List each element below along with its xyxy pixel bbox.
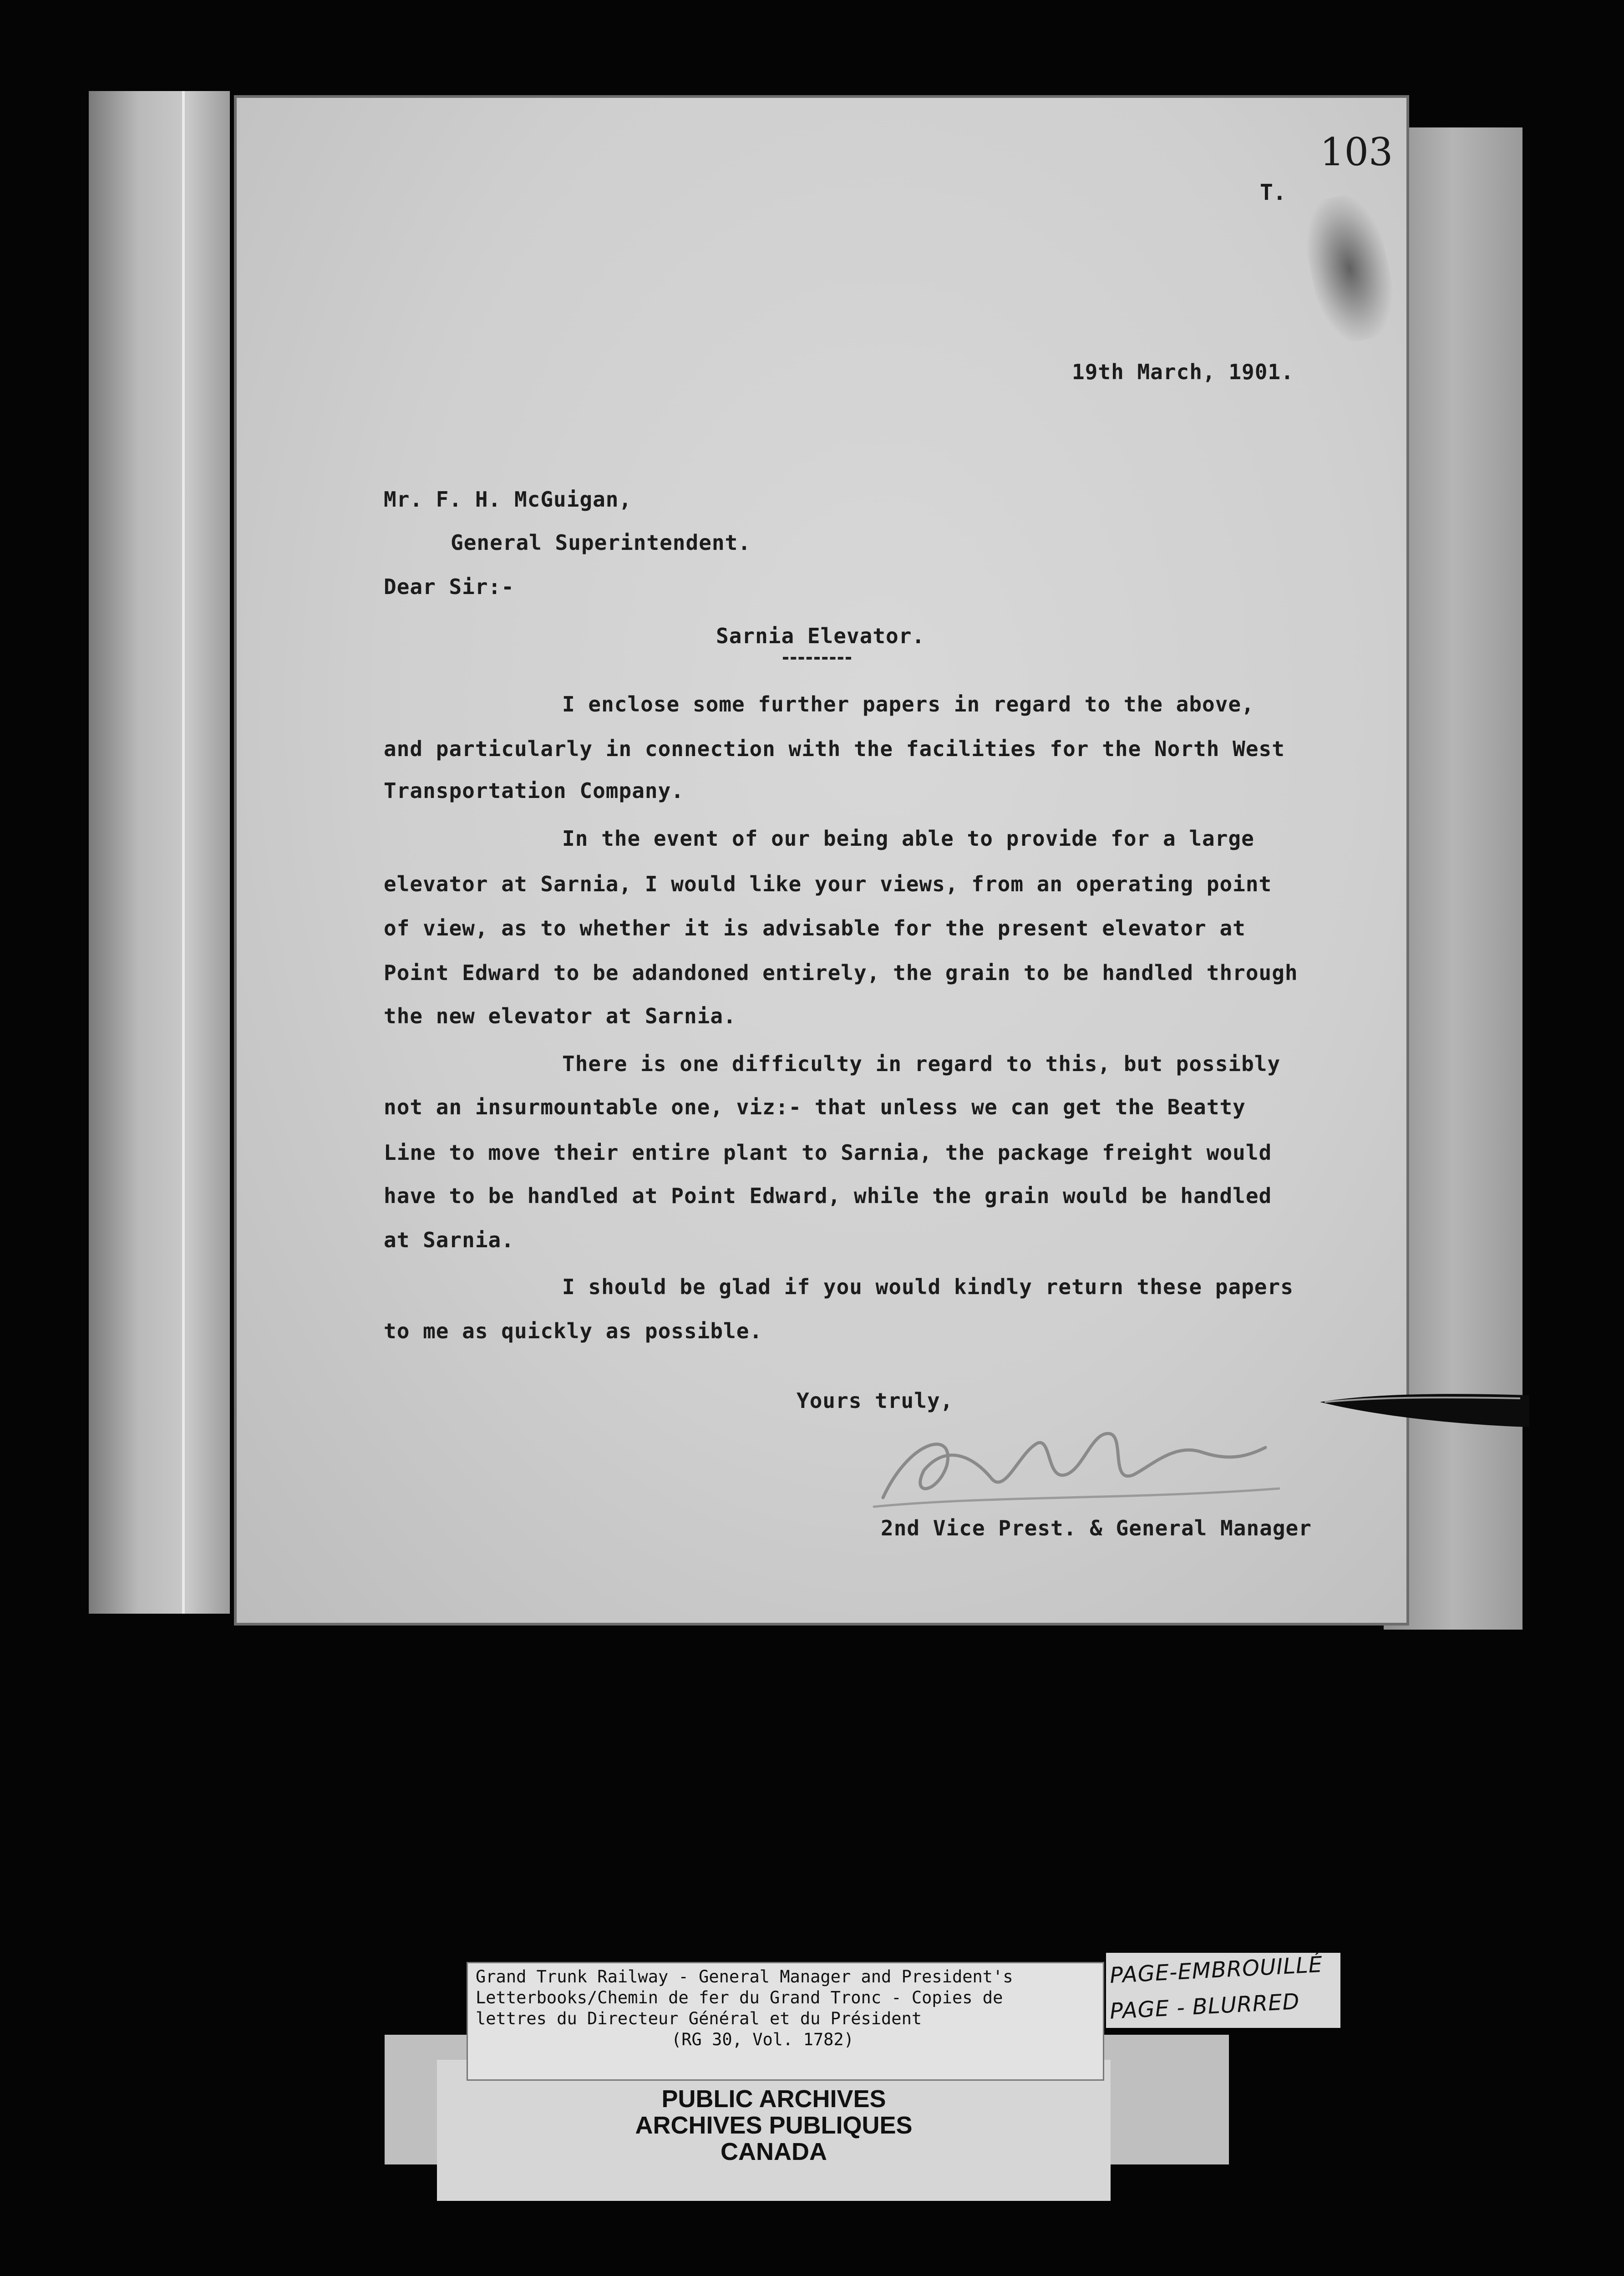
handwritten-signature: [856, 1402, 1293, 1520]
body-line: In the event of our being able to provide for a large: [562, 826, 1254, 851]
caption-line: lettres du Directeur Général et du Président: [476, 2009, 922, 2028]
archive-line: CANADA: [721, 2138, 827, 2165]
body-line: Point Edward to be adandoned entirely, the grain to be handled through: [384, 960, 1298, 985]
body-line: elevator at Sarnia, I would like your views, from an operating point: [384, 872, 1272, 896]
page-fold: [182, 91, 185, 1614]
body-line: have to be handled at Point Edward, while the grain would be handled: [384, 1184, 1272, 1208]
caption-line: Letterbooks/Chemin de fer du Grand Tronc - Copies de: [476, 1988, 1003, 2007]
collection-caption: [476, 1966, 1099, 2050]
body-line: to me as quickly as possible.: [384, 1319, 763, 1343]
corner-mark: T.: [1260, 180, 1286, 205]
letter-subject: Sarnia Elevator.: [716, 624, 925, 648]
body-line: not an insurmountable one, viz:- that unless we can get the Beatty: [384, 1095, 1246, 1119]
body-line: and particularly in connection with the facilities for the North West: [384, 737, 1285, 761]
body-line: I should be glad if you would kindly return these papers: [562, 1275, 1294, 1299]
body-line: at Sarnia.: [384, 1228, 514, 1252]
archive-line: PUBLIC ARCHIVES: [661, 2085, 886, 2113]
body-line: Transportation Company.: [384, 778, 684, 803]
recipient-name: Mr. F. H. McGuigan,: [384, 487, 632, 512]
caption-line: Grand Trunk Railway - General Manager and President's: [476, 1967, 1013, 1986]
caption-line: (RG 30, Vol. 1782): [671, 2030, 854, 2049]
salutation: Dear Sir:-: [384, 574, 514, 599]
handwritten-note: PAGE-EMBROUILLÉ: [1109, 1951, 1324, 1989]
signer-title: 2nd Vice Prest. & General Manager: [881, 1516, 1312, 1540]
left-backing-page: [89, 91, 230, 1614]
body-line: Line to move their entire plant to Sarnia, the package freight would: [384, 1140, 1272, 1165]
body-line: I enclose some further papers in regard to the above,: [562, 692, 1254, 716]
body-line: There is one difficulty in regard to this, but possibly: [562, 1052, 1281, 1076]
pen-tip: [1320, 1384, 1529, 1434]
body-line: of view, as to whether it is advisable for the present elevator at: [384, 916, 1246, 940]
page-number: 103: [1320, 130, 1393, 174]
subject-underline: [783, 657, 851, 662]
closing: Yours truly,: [797, 1388, 954, 1413]
body-line: the new elevator at Sarnia.: [384, 1004, 736, 1028]
recipient-title: General Superintendent.: [451, 530, 751, 555]
letter-date: 19th March, 1901.: [1072, 360, 1294, 384]
archive-line: ARCHIVES PUBLIQUES: [635, 2112, 913, 2139]
archive-institution: [437, 2086, 1111, 2165]
handwritten-note: PAGE - BLURRED: [1109, 1989, 1300, 2024]
